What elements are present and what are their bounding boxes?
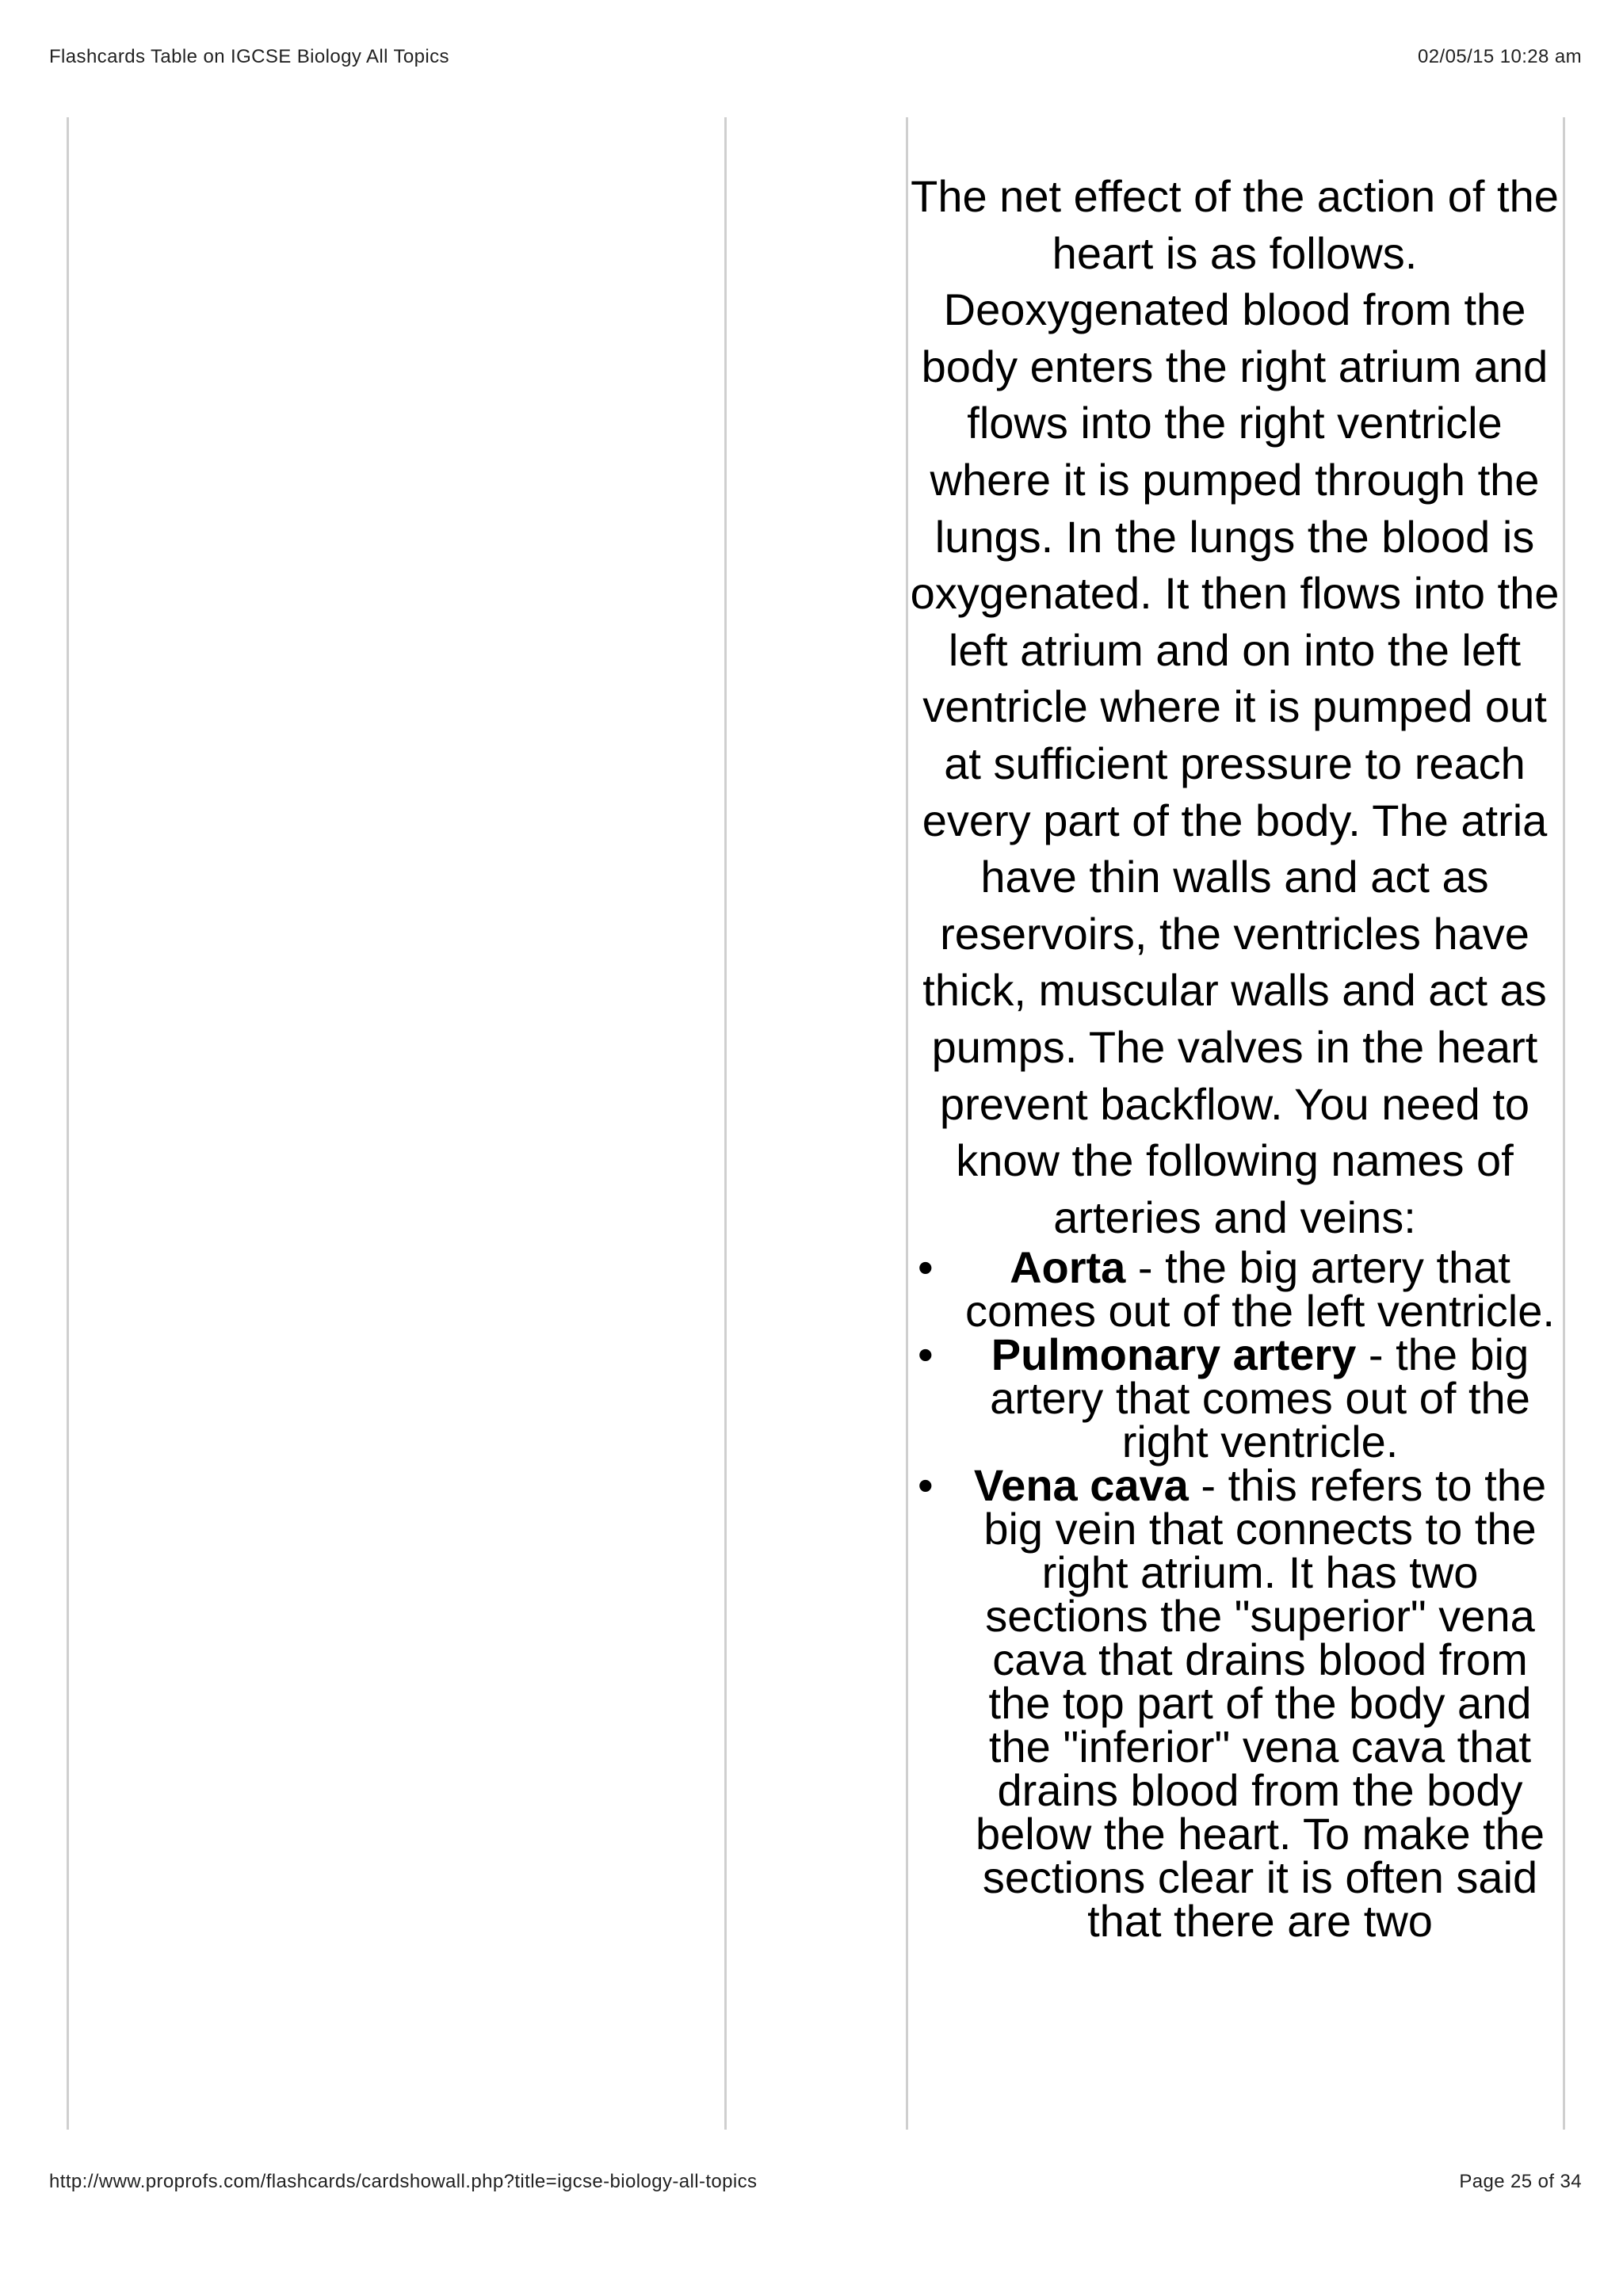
list-item-term: Aorta [1010,1242,1126,1293]
list-item-text: - the big artery that comes out of the right ventricle. [990,1329,1530,1467]
list-item [910,1460,1560,1947]
answer-paragraph: The net effect of the action of the heart is as follows. Deoxygenated blood from the body enters the right atrium and flows into the right ventricle where it is pumped through the lungs. In the lungs the blood is oxygenated. It then flows into the left atrium and on into the left ventricle where it is pumped out at sufficient pressure to reach every part of the body. The atria have thin walls and act as reservoirs, the ventricles have thick, muscular walls and act as pumps. The valves in the heart prevent backflow. You need to know the following names of arteries and veins: [910,171,1560,1242]
list-item [910,1242,1560,1337]
table-column-border [67,117,69,2130]
bullet-icon: • [918,1460,934,1511]
table-column-border [906,117,908,2130]
artery-vein-list [910,1242,1560,1947]
bullet-icon: • [918,1329,934,1380]
table-column-border [1563,117,1565,2130]
list-item-text: - this refers to the big vein that connects to the right atrium. It has two sections the "superior" vena cava that drains blood from the top part of the body and the "inferior" vena cava that drains blood from the body below the heart. To make the sections clear it is often said that there are two [975,1460,1547,1947]
list-item [910,1329,1560,1467]
list-item-text: - the big artery that comes out of the left ventricle. [965,1242,1555,1337]
bullet-icon: • [918,1242,934,1293]
footer-url[interactable]: http://www.proprofs.com/flashcards/cardshowall.php?title=igcse-biology-all-topics [49,2171,758,2192]
table-column-border [724,117,727,2130]
flashcard-answer-cell [910,168,1560,1947]
header-datetime: 02/05/15 10:28 am [1418,46,1582,67]
list-item-term: Pulmonary artery [991,1329,1357,1380]
footer-page-number: Page 25 of 34 [1459,2171,1582,2192]
list-item-term: Vena cava [973,1460,1189,1511]
header-title: Flashcards Table on IGCSE Biology All Topics [49,46,449,67]
